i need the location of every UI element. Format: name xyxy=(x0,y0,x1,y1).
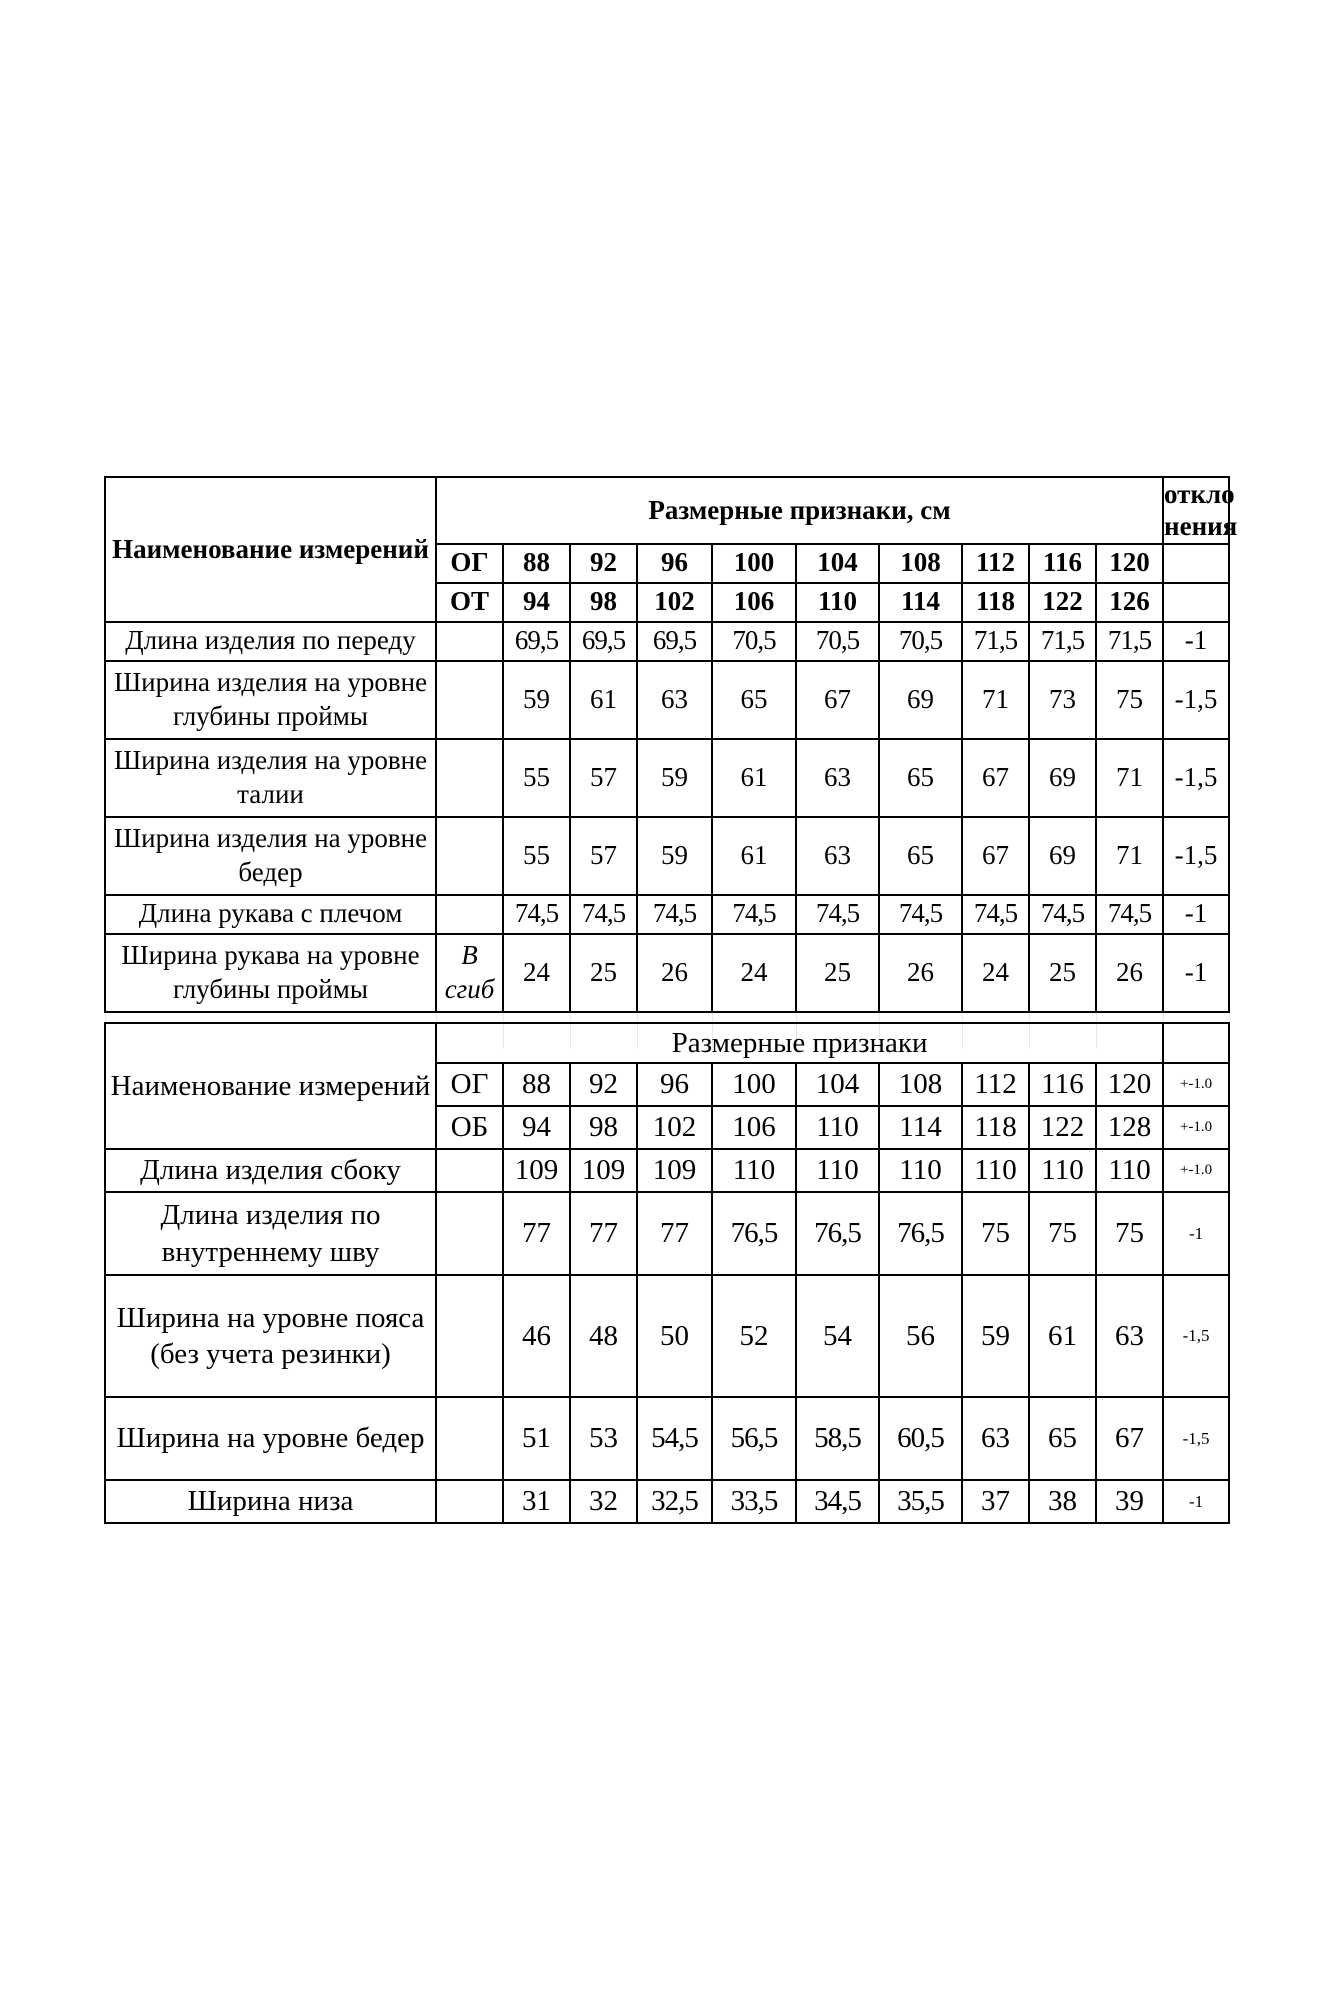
deviation-cell xyxy=(1163,544,1229,583)
deviation-header-empty xyxy=(1163,1023,1229,1063)
measurement-value: 56,5 xyxy=(712,1397,796,1480)
size-cell: 100 xyxy=(712,1063,796,1106)
measurement-value: 55 xyxy=(503,739,570,817)
measurement-value: 25 xyxy=(1029,934,1096,1012)
measurement-value: 63 xyxy=(1096,1275,1163,1397)
measurement-value: 74,5 xyxy=(712,895,796,934)
measurement-value: 61 xyxy=(1029,1275,1096,1397)
deviation-value: -1 xyxy=(1163,622,1229,661)
size-cell: 122 xyxy=(1029,1106,1096,1149)
size-cell: 128 xyxy=(1096,1106,1163,1149)
measurement-value: 109 xyxy=(503,1149,570,1192)
measurement-value: 65 xyxy=(879,817,962,895)
size-cell: 88 xyxy=(503,1063,570,1106)
size-row-label: ОГ xyxy=(436,1063,503,1106)
measurement-value: 55 xyxy=(503,817,570,895)
measurement-value: 24 xyxy=(503,934,570,1012)
deviation-value: -1,5 xyxy=(1163,661,1229,739)
measurement-value: 63 xyxy=(637,661,712,739)
deviation-value: -1 xyxy=(1163,895,1229,934)
size-row-label: ОТ xyxy=(436,583,503,622)
measurement-value: 110 xyxy=(712,1149,796,1192)
measurement-value: 75 xyxy=(1096,661,1163,739)
measurement-value: 54,5 xyxy=(637,1397,712,1480)
measurement-name: Длина изделия сбоку xyxy=(105,1149,436,1192)
measurement-value: 109 xyxy=(570,1149,637,1192)
deviation-value: +-1.0 xyxy=(1163,1106,1229,1149)
measurement-value: 38 xyxy=(1029,1480,1096,1523)
measurement-value: 61 xyxy=(570,661,637,739)
size-cell: 98 xyxy=(570,1106,637,1149)
measurement-value: 71,5 xyxy=(1029,622,1096,661)
measurement-value: 63 xyxy=(796,817,879,895)
table-row xyxy=(105,1397,1229,1480)
size-cell: 112 xyxy=(962,1063,1029,1106)
measurement-value: 31 xyxy=(503,1480,570,1523)
measurement-value: 61 xyxy=(712,817,796,895)
size-cell: 92 xyxy=(570,1063,637,1106)
size-cell: 104 xyxy=(796,1063,879,1106)
deviation-value: +-1.0 xyxy=(1163,1149,1229,1192)
measurement-value: 34,5 xyxy=(796,1480,879,1523)
measurement-name-header: Наименование измерений xyxy=(105,477,436,622)
size-cell: 106 xyxy=(712,583,796,622)
measurement-note xyxy=(436,661,503,739)
measurement-name-header: Наименование измерений xyxy=(105,1023,436,1149)
measurement-value: 69 xyxy=(1029,817,1096,895)
size-cell: 106 xyxy=(712,1106,796,1149)
measurement-note xyxy=(436,895,503,934)
measurement-value: 110 xyxy=(962,1149,1029,1192)
size-cell: 96 xyxy=(637,1063,712,1106)
size-cell: 102 xyxy=(637,1106,712,1149)
size-table-bottom xyxy=(104,1022,1230,1524)
measurement-value: 50 xyxy=(637,1275,712,1397)
measurement-value: 59 xyxy=(962,1275,1029,1397)
measurement-value: 77 xyxy=(503,1192,570,1275)
deviation-value: -1,5 xyxy=(1163,739,1229,817)
measurement-value: 52 xyxy=(712,1275,796,1397)
measurement-name: Длина изделия по внутреннему шву xyxy=(105,1192,436,1275)
measurement-value: 60,5 xyxy=(879,1397,962,1480)
measurement-value: 65 xyxy=(1029,1397,1096,1480)
measurement-value: 109 xyxy=(637,1149,712,1192)
measurement-name: Длина рукава с плечом xyxy=(105,895,436,934)
size-cell: 118 xyxy=(962,583,1029,622)
size-cell: 120 xyxy=(1096,544,1163,583)
measurement-value: 35,5 xyxy=(879,1480,962,1523)
measurement-value: 110 xyxy=(879,1149,962,1192)
measurement-value: 48 xyxy=(570,1275,637,1397)
measurement-value: 57 xyxy=(570,739,637,817)
measurement-note xyxy=(436,1192,503,1275)
table-row xyxy=(105,1275,1229,1397)
measurement-value: 67 xyxy=(796,661,879,739)
measurement-value: 26 xyxy=(879,934,962,1012)
deviation-cell xyxy=(1163,583,1229,622)
measurement-value: 74,5 xyxy=(879,895,962,934)
size-cell: 112 xyxy=(962,544,1029,583)
size-cell: 100 xyxy=(712,544,796,583)
size-cell: 114 xyxy=(879,583,962,622)
measurement-value: 32 xyxy=(570,1480,637,1523)
measurement-note xyxy=(436,622,503,661)
size-cell: 116 xyxy=(1029,544,1096,583)
table-row xyxy=(105,1192,1229,1275)
table-row xyxy=(105,1480,1229,1523)
measurement-value: 71 xyxy=(1096,817,1163,895)
measurement-value: 33,5 xyxy=(712,1480,796,1523)
measurement-note xyxy=(436,739,503,817)
measurement-name: Ширина низа xyxy=(105,1480,436,1523)
measurement-value: 76,5 xyxy=(879,1192,962,1275)
measurement-note xyxy=(436,817,503,895)
measurement-name: Ширина рукава на уровне глубины проймы xyxy=(105,934,436,1012)
measurement-value: 39 xyxy=(1096,1480,1163,1523)
measurement-value: 74,5 xyxy=(637,895,712,934)
size-cell: 102 xyxy=(637,583,712,622)
measurement-value: 70,5 xyxy=(712,622,796,661)
measurement-value: 110 xyxy=(796,1149,879,1192)
measurement-value: 61 xyxy=(712,739,796,817)
measurement-value: 69 xyxy=(879,661,962,739)
deviation-header: откло нения xyxy=(1163,477,1229,544)
measurement-name: Длина изделия по переду xyxy=(105,622,436,661)
size-table-top xyxy=(104,476,1238,1049)
measurement-value: 70,5 xyxy=(879,622,962,661)
measurement-value: 70,5 xyxy=(796,622,879,661)
size-cell: 118 xyxy=(962,1106,1029,1149)
size-cell: 116 xyxy=(1029,1063,1096,1106)
measurement-value: 71 xyxy=(962,661,1029,739)
table-row xyxy=(105,622,1229,661)
measurement-value: 69 xyxy=(1029,739,1096,817)
measurement-value: 59 xyxy=(637,817,712,895)
size-cell: 110 xyxy=(796,583,879,622)
measurement-value: 71,5 xyxy=(1096,622,1163,661)
size-cell: 92 xyxy=(570,544,637,583)
table-row xyxy=(105,661,1229,739)
size-cell: 96 xyxy=(637,544,712,583)
table-row xyxy=(105,1149,1229,1192)
measurement-value: 73 xyxy=(1029,661,1096,739)
measurement-value: 74,5 xyxy=(1096,895,1163,934)
measurement-value: 75 xyxy=(1029,1192,1096,1275)
measurement-value: 74,5 xyxy=(503,895,570,934)
measurement-value: 77 xyxy=(570,1192,637,1275)
measurement-value: 51 xyxy=(503,1397,570,1480)
measurement-value: 24 xyxy=(712,934,796,1012)
measurement-value: 58,5 xyxy=(796,1397,879,1480)
measurement-value: 69,5 xyxy=(503,622,570,661)
measurement-name: Ширина изделия на уровне талии xyxy=(105,739,436,817)
measurement-value: 56 xyxy=(879,1275,962,1397)
measurement-value: 63 xyxy=(796,739,879,817)
measurement-value: 59 xyxy=(503,661,570,739)
measurement-value: 75 xyxy=(1096,1192,1163,1275)
measurement-note xyxy=(436,1480,503,1523)
measurement-value: 75 xyxy=(962,1192,1029,1275)
measurement-note xyxy=(436,1275,503,1397)
measurement-value: 77 xyxy=(637,1192,712,1275)
measurement-value: 74,5 xyxy=(1029,895,1096,934)
size-cell: 108 xyxy=(879,544,962,583)
table-row xyxy=(105,817,1229,895)
measurement-value: 76,5 xyxy=(796,1192,879,1275)
measurement-value: 26 xyxy=(637,934,712,1012)
measurement-value: 57 xyxy=(570,817,637,895)
measurement-value: 54 xyxy=(796,1275,879,1397)
measurement-value: 25 xyxy=(796,934,879,1012)
measurement-name: Ширина на уровне пояса (без учета резинки) xyxy=(105,1275,436,1397)
measurement-value: 65 xyxy=(712,661,796,739)
size-cell: 120 xyxy=(1096,1063,1163,1106)
deviation-value: -1 xyxy=(1163,1192,1229,1275)
size-header: Размерные признаки xyxy=(436,1023,1163,1063)
measurement-value: 110 xyxy=(1029,1149,1096,1192)
size-row-label: ОБ xyxy=(436,1106,503,1149)
measurement-value: 69,5 xyxy=(637,622,712,661)
size-cell: 98 xyxy=(570,583,637,622)
size-cell: 122 xyxy=(1029,583,1096,622)
measurement-note xyxy=(436,1149,503,1192)
size-cell: 110 xyxy=(796,1106,879,1149)
measurement-value: 65 xyxy=(879,739,962,817)
measurement-name: Ширина изделия на уровне бедер xyxy=(105,817,436,895)
measurement-value: 63 xyxy=(962,1397,1029,1480)
size-cell: 114 xyxy=(879,1106,962,1149)
measurement-value: 67 xyxy=(1096,1397,1163,1480)
measurement-name: Ширина на уровне бедер xyxy=(105,1397,436,1480)
deviation-value: -1,5 xyxy=(1163,1397,1229,1480)
size-header: Размерные признаки, см xyxy=(436,477,1163,544)
table-row xyxy=(105,895,1229,934)
table-row xyxy=(105,934,1229,1012)
measurement-value: 46 xyxy=(503,1275,570,1397)
measurement-note: В сгиб xyxy=(436,934,503,1012)
measurement-value: 74,5 xyxy=(796,895,879,934)
measurement-value: 26 xyxy=(1096,934,1163,1012)
measurement-value: 76,5 xyxy=(712,1192,796,1275)
measurement-value: 71,5 xyxy=(962,622,1029,661)
deviation-value: -1,5 xyxy=(1163,817,1229,895)
measurement-name: Ширина изделия на уровне глубины проймы xyxy=(105,661,436,739)
measurement-value: 24 xyxy=(962,934,1029,1012)
measurement-value: 59 xyxy=(637,739,712,817)
size-cell: 126 xyxy=(1096,583,1163,622)
measurement-value: 71 xyxy=(1096,739,1163,817)
measurement-value: 53 xyxy=(570,1397,637,1480)
measurement-value: 74,5 xyxy=(962,895,1029,934)
measurement-value: 69,5 xyxy=(570,622,637,661)
size-cell: 104 xyxy=(796,544,879,583)
size-row-label: ОГ xyxy=(436,544,503,583)
size-cell: 94 xyxy=(503,1106,570,1149)
size-cell: 94 xyxy=(503,583,570,622)
deviation-value: +-1.0 xyxy=(1163,1063,1229,1106)
measurement-value: 32,5 xyxy=(637,1480,712,1523)
measurement-value: 67 xyxy=(962,739,1029,817)
measurement-value: 110 xyxy=(1096,1149,1163,1192)
table-row xyxy=(105,739,1229,817)
measurement-value: 37 xyxy=(962,1480,1029,1523)
size-cell: 108 xyxy=(879,1063,962,1106)
deviation-value: -1 xyxy=(1163,934,1229,1012)
measurement-value: 67 xyxy=(962,817,1029,895)
deviation-value: -1,5 xyxy=(1163,1275,1229,1397)
measurement-value: 25 xyxy=(570,934,637,1012)
size-cell: 88 xyxy=(503,544,570,583)
deviation-value: -1 xyxy=(1163,1480,1229,1523)
measurement-value: 74,5 xyxy=(570,895,637,934)
measurement-note xyxy=(436,1397,503,1480)
